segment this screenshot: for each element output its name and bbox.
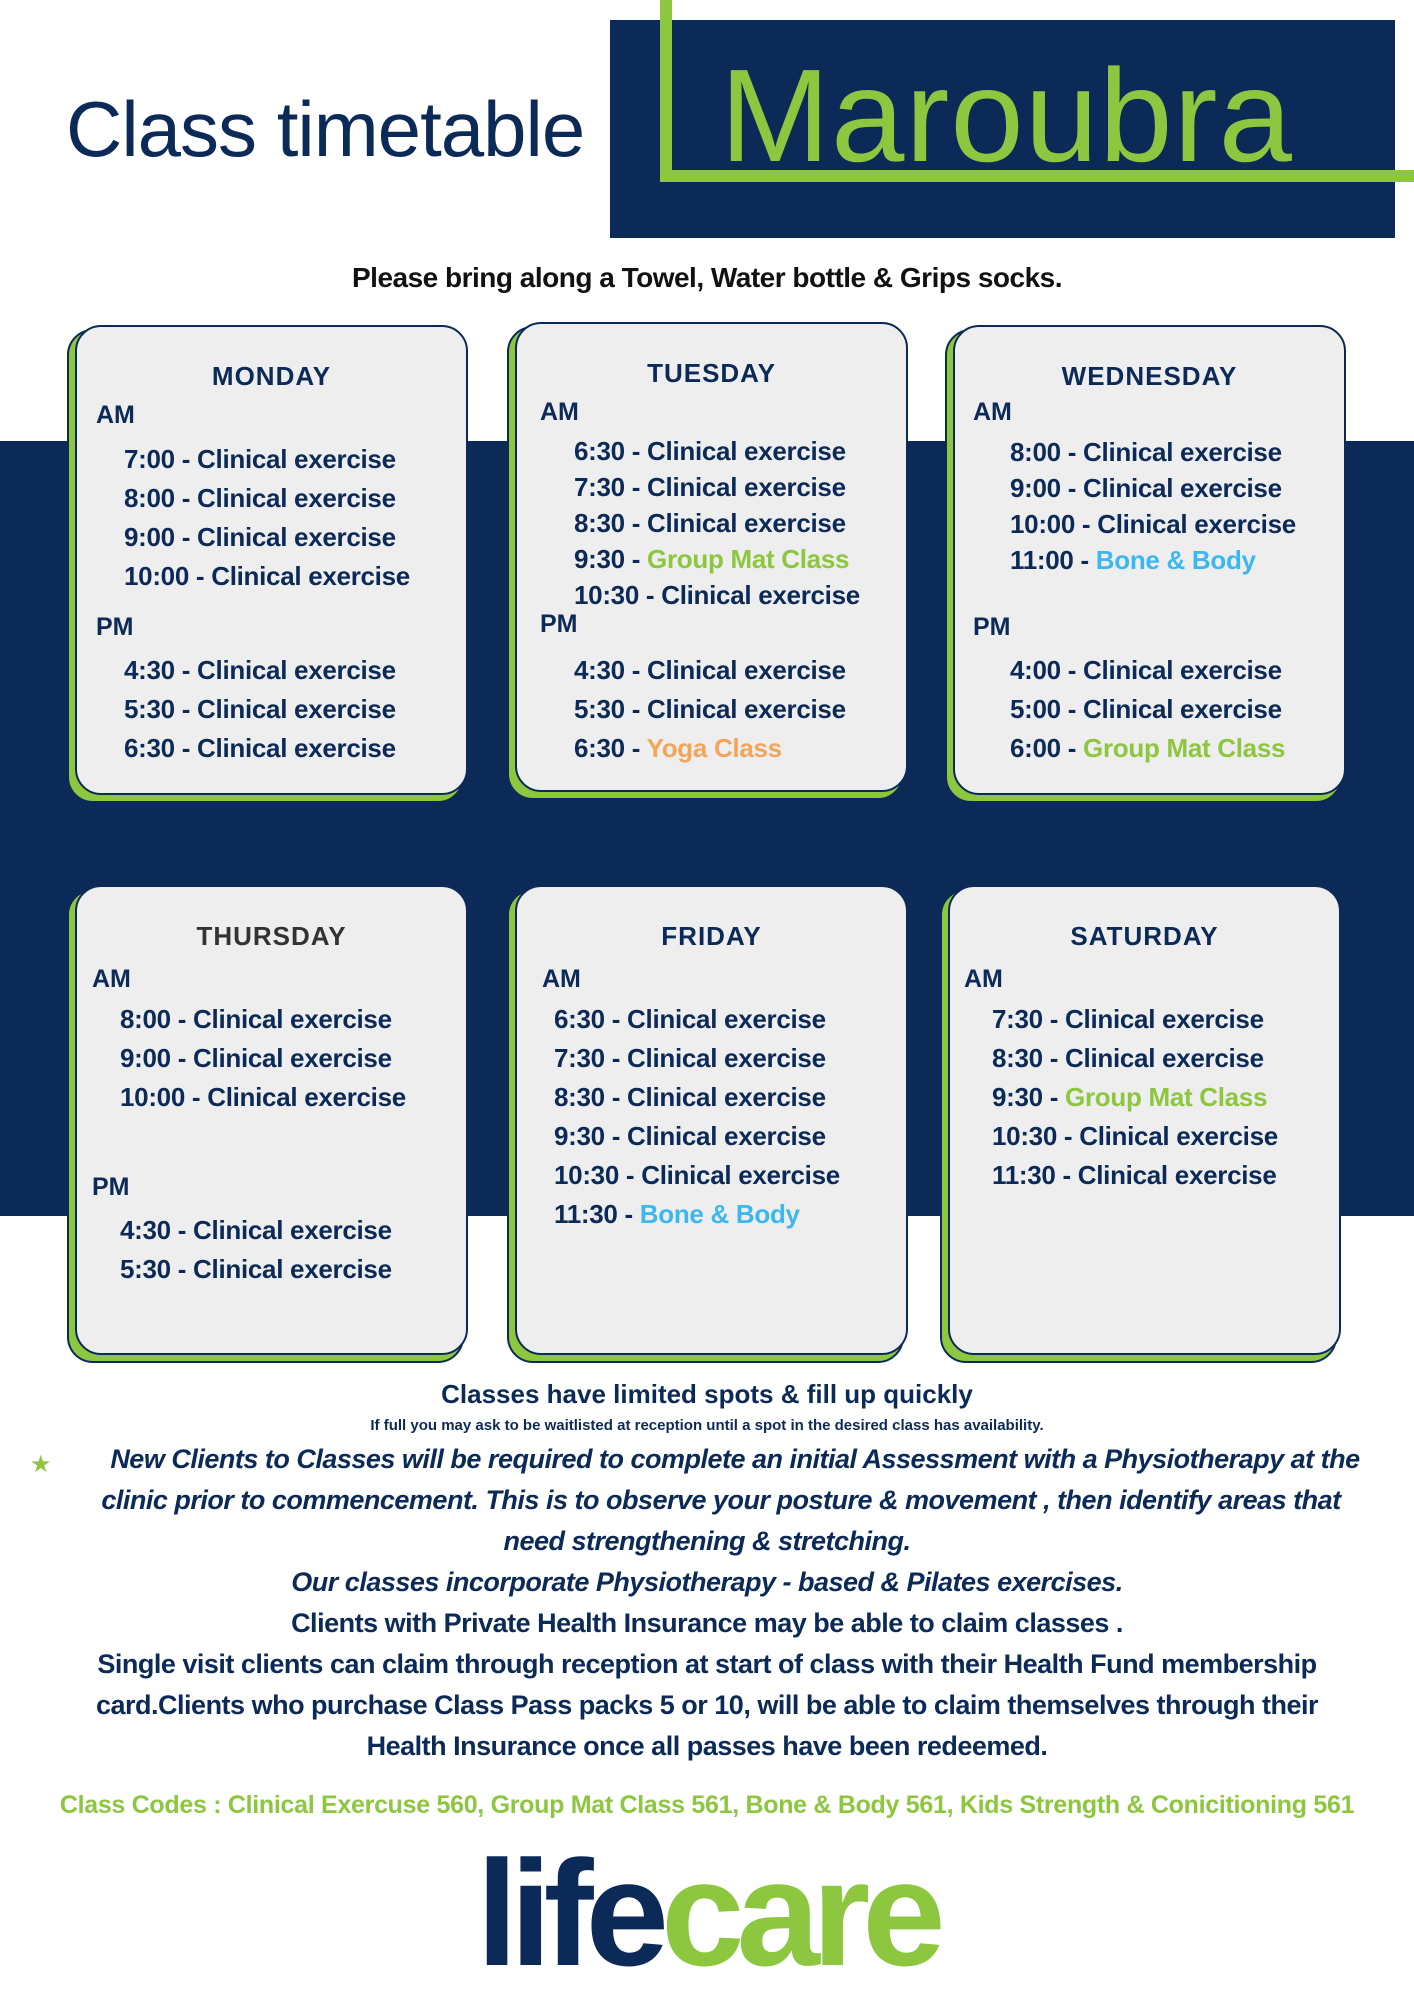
day-card-wednesday [953, 325, 1346, 795]
am-slot-tuesday [574, 436, 846, 467]
slot-class-name: Clinical exercise [1065, 1004, 1264, 1034]
slot-class-name: Clinical exercise [197, 694, 396, 724]
slot-time: 10:30 - [554, 1160, 642, 1190]
pm-slot-wednesday [1010, 733, 1285, 764]
slot-time: 7:30 - [992, 1004, 1066, 1034]
slot-class-name: Clinical exercise [1083, 473, 1282, 503]
limited-spots-heading: Classes have limited spots & fill up quickly [441, 1379, 973, 1409]
pm-slot-monday [124, 733, 396, 764]
slot-class-name: Clinical exercise [1083, 437, 1282, 467]
slot-time: 9:30 - [992, 1082, 1066, 1112]
slot-class-name: Clinical exercise [1079, 1121, 1278, 1151]
slot-class-name: Clinical exercise [647, 508, 846, 538]
slot-class-name: Clinical exercise [641, 1160, 840, 1190]
slot-class-name: Bone & Body [639, 1199, 800, 1229]
pm-label-tuesday: PM [540, 610, 578, 638]
pm-label-wednesday: PM [973, 613, 1011, 641]
slot-time: 6:30 - [554, 1004, 628, 1034]
slot-class-name: Group Mat Class [647, 544, 850, 574]
am-slot-friday [554, 1004, 826, 1035]
slot-time: 8:30 - [554, 1082, 628, 1112]
slot-class-name: Clinical exercise [627, 1043, 826, 1073]
slot-class-name: Clinical exercise [197, 522, 396, 552]
slot-class-name: Clinical exercise [193, 1004, 392, 1034]
am-label-friday: AM [542, 965, 581, 993]
slot-class-name: Clinical exercise [1083, 655, 1282, 685]
class-codes: Class Codes : Clinical Exercuse 560, Group Mat Class 561, Bone & Body 561, Kids Strength & Conicitioning 561 [59, 1791, 1355, 1819]
slot-time: 6:00 - [1010, 733, 1084, 763]
slot-class-name: Clinical exercise [197, 655, 396, 685]
pm-label-monday: PM [96, 613, 134, 641]
slot-class-name: Group Mat Class [1065, 1082, 1268, 1112]
slot-class-name: Clinical exercise [197, 483, 396, 513]
slot-time: 11:30 - [992, 1160, 1078, 1190]
slot-class-name: Clinical exercise [627, 1082, 826, 1112]
pm-slot-tuesday [574, 733, 782, 764]
am-slot-monday [124, 444, 396, 475]
slot-class-name: Clinical exercise [1083, 694, 1282, 724]
pm-slot-wednesday [1010, 694, 1282, 725]
day-title-tuesday: TUESDAY [647, 358, 776, 388]
page-title: Class timetable [66, 85, 585, 173]
am-slot-monday [124, 561, 410, 592]
logo-life-text: life [476, 1829, 662, 1997]
slot-time: 4:30 - [124, 655, 198, 685]
slot-class-name: Clinical exercise [1065, 1043, 1264, 1073]
classes-incorporate-line: Our classes incorporate Physiotherapy - based & Pilates exercises. [291, 1567, 1123, 1597]
slot-time: 9:00 - [1010, 473, 1084, 503]
pm-label-thursday: PM [92, 1173, 130, 1201]
am-slot-monday [124, 483, 396, 514]
day-card-friday [515, 885, 908, 1355]
location-title: Maroubra [720, 42, 1293, 189]
slot-time: 10:30 - [574, 580, 662, 610]
single-visit-line-2: card.Clients who purchase Class Pass packs 5 or 10, will be able to claim themselves through their [96, 1690, 1318, 1720]
slot-time: 5:00 - [1010, 694, 1084, 724]
slot-class-name: Clinical exercise [647, 436, 846, 466]
slot-time: 8:00 - [1010, 437, 1084, 467]
day-title-saturday: SATURDAY [1070, 921, 1219, 951]
slot-time: 6:30 - [124, 733, 198, 763]
am-slot-thursday [120, 1043, 392, 1074]
slot-time: 9:30 - [574, 544, 648, 574]
logo-care-text: care [661, 1829, 938, 1997]
slot-time: 5:30 - [574, 694, 648, 724]
day-card-saturday [948, 885, 1341, 1355]
am-slot-saturday [992, 1043, 1264, 1074]
pm-slot-tuesday [574, 694, 846, 725]
slot-time: 11:00 - [1010, 545, 1096, 575]
day-card-monday [75, 325, 468, 795]
slot-time: 7:30 - [554, 1043, 628, 1073]
am-slot-wednesday [1010, 437, 1282, 468]
am-slot-monday [124, 522, 396, 553]
am-label-thursday: AM [92, 965, 131, 993]
slot-class-name: Group Mat Class [1083, 733, 1286, 763]
am-slot-saturday [992, 1082, 1267, 1113]
day-title-monday: MONDAY [211, 361, 332, 391]
pm-slot-wednesday [1010, 655, 1282, 686]
slot-class-name: Clinical exercise [1077, 1160, 1277, 1190]
slot-class-name: Clinical exercise [193, 1215, 392, 1245]
slot-time: 10:00 - [120, 1082, 208, 1112]
slot-class-name: Clinical exercise [647, 472, 846, 502]
pm-slot-thursday [120, 1215, 392, 1246]
slot-class-name: Clinical exercise [197, 733, 396, 763]
slot-class-name: Clinical exercise [661, 580, 860, 610]
day-title-thursday: THURSDAY [196, 921, 347, 951]
slot-time: 7:30 - [574, 472, 648, 502]
pm-slot-monday [124, 655, 396, 686]
am-label-saturday: AM [964, 965, 1003, 993]
slot-time: 9:30 - [554, 1121, 628, 1151]
slot-class-name: Clinical exercise [627, 1004, 826, 1034]
day-card-thursday [75, 885, 468, 1355]
am-slot-friday [554, 1160, 840, 1191]
slot-class-name: Clinical exercise [647, 694, 846, 724]
day-title-friday: FRIDAY [661, 921, 762, 951]
am-slot-thursday [120, 1082, 406, 1113]
health-insurance-line: Clients with Private Health Insurance may be able to claim classes . [291, 1608, 1123, 1638]
slot-time: 6:30 - [574, 733, 647, 763]
slot-time: 5:30 - [124, 694, 198, 724]
slot-class-name: Clinical exercise [193, 1043, 392, 1073]
slot-time: 8:30 - [574, 508, 648, 538]
slot-time: 4:30 - [574, 655, 648, 685]
am-slot-friday [554, 1199, 800, 1230]
new-clients-line-3: need strengthening & stretching. [503, 1526, 911, 1556]
new-clients-line-2: clinic prior to commencement. This is to observe your posture & movement , then identify areas that [101, 1485, 1341, 1515]
single-visit-line-3: Health Insurance once all passes have been redeemed. [366, 1731, 1048, 1761]
am-label-tuesday: AM [540, 398, 579, 426]
day-title-wednesday: WEDNESDAY [1061, 361, 1238, 391]
pm-slot-monday [124, 694, 396, 725]
slot-class-name: Clinical exercise [647, 655, 846, 685]
slot-time: 5:30 - [120, 1254, 194, 1284]
slot-time: 8:00 - [120, 1004, 194, 1034]
slot-time: 9:00 - [120, 1043, 194, 1073]
banner-accent-vertical [660, 0, 672, 180]
am-slot-wednesday [1010, 509, 1296, 540]
bring-note: Please bring along a Towel, Water bottle & Grips socks. [351, 262, 1062, 293]
slot-class-name: Clinical exercise [211, 561, 410, 591]
slot-time: 6:30 - [574, 436, 648, 466]
slot-time: 4:00 - [1010, 655, 1084, 685]
am-slot-saturday [992, 1160, 1276, 1191]
am-label-monday: AM [96, 401, 135, 429]
am-slot-tuesday [574, 544, 849, 575]
slot-class-name: Clinical exercise [197, 444, 396, 474]
day-card-tuesday [515, 322, 908, 792]
waitlist-note: If full you may ask to be waitlisted at reception until a spot in the desired class has availability. [370, 1417, 1044, 1434]
new-clients-line-1: New Clients to Classes will be required to complete an initial Assessment with a Physiotherapy at the [110, 1444, 1360, 1474]
slot-time: 11:30 - [554, 1199, 640, 1229]
am-label-wednesday: AM [973, 398, 1012, 426]
slot-class-name: Yoga Class [646, 733, 782, 763]
star-icon: ★ [30, 1451, 52, 1478]
slot-time: 10:00 - [124, 561, 212, 591]
lifecare-logo [0, 1829, 1414, 1997]
am-slot-tuesday [574, 508, 846, 539]
pm-slot-thursday [120, 1254, 392, 1285]
am-slot-friday [554, 1082, 826, 1113]
slot-class-name: Clinical exercise [1097, 509, 1296, 539]
pm-slot-tuesday [574, 655, 846, 686]
am-slot-wednesday [1010, 545, 1256, 576]
slot-time: 8:00 - [124, 483, 198, 513]
slot-class-name: Clinical exercise [627, 1121, 826, 1151]
am-slot-thursday [120, 1004, 392, 1035]
slot-class-name: Clinical exercise [207, 1082, 406, 1112]
slot-time: 8:30 - [992, 1043, 1066, 1073]
slot-class-name: Bone & Body [1095, 545, 1256, 575]
am-slot-tuesday [574, 472, 846, 503]
slot-time: 10:30 - [992, 1121, 1080, 1151]
slot-time: 7:00 - [124, 444, 198, 474]
am-slot-friday [554, 1121, 826, 1152]
am-slot-friday [554, 1043, 826, 1074]
slot-class-name: Clinical exercise [193, 1254, 392, 1284]
slot-time: 9:00 - [124, 522, 198, 552]
single-visit-line-1: Single visit clients can claim through reception at start of class with their Health Fund membership [97, 1649, 1317, 1679]
am-slot-saturday [992, 1121, 1278, 1152]
am-slot-saturday [992, 1004, 1264, 1035]
am-slot-tuesday [574, 580, 860, 611]
slot-time: 4:30 - [120, 1215, 194, 1245]
slot-time: 10:00 - [1010, 509, 1098, 539]
am-slot-wednesday [1010, 473, 1282, 504]
